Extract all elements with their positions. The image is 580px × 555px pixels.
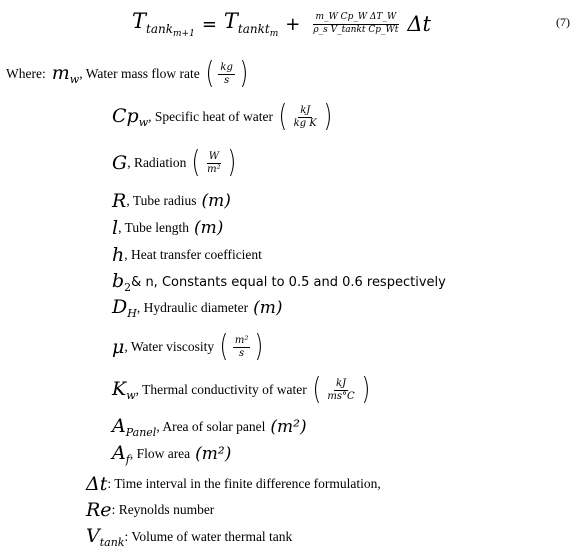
unit-fraction: ( $\frac{kJ}{\text{kg K}}$ ) bbox=[278, 99, 333, 134]
symbol-v-tank: $V_{tank}$ bbox=[86, 525, 125, 549]
var-desc: , Radiation bbox=[127, 155, 187, 170]
variable-row-flow-area bbox=[112, 441, 231, 467]
variable-row-constants bbox=[112, 269, 446, 295]
unit-fraction: ( $\frac{kg}{s}$ ) bbox=[205, 56, 249, 91]
variable-row-tube-length bbox=[112, 215, 223, 241]
symbol-re: Re bbox=[86, 499, 112, 521]
variable-row-heat-transfer bbox=[112, 242, 262, 268]
equals-sign: = bbox=[201, 13, 217, 35]
variable-row-radiation bbox=[112, 147, 237, 179]
unit-fraction: ( $\frac{W}{\text{m²}}$ ) bbox=[191, 145, 236, 180]
symbol-dh: $D_H$ bbox=[112, 296, 137, 320]
var-desc: & n, Constants equal to 0.5 and 0.6 respectively bbox=[131, 274, 446, 290]
variable-row-mass-flow bbox=[6, 58, 250, 90]
var-desc: , Thermal conductivity of water bbox=[135, 382, 307, 397]
symbol-b2: $b_2$ bbox=[112, 270, 132, 294]
fraction-numerator: m_W Cp_W ΔT_W bbox=[313, 12, 400, 25]
equation-7 bbox=[132, 2, 431, 46]
var-desc: , Specific heat of water bbox=[148, 109, 273, 124]
unit: (m) bbox=[253, 298, 283, 318]
var-desc: , Water mass flow rate bbox=[79, 66, 200, 81]
symbol-m-w: $m_w$ bbox=[51, 62, 80, 86]
var-desc: : Volume of water thermal tank bbox=[124, 529, 293, 544]
variable-row-hydraulic-diameter bbox=[112, 295, 283, 321]
fraction-denominator: ρ_s V_tankt Cp_Wt bbox=[313, 25, 399, 35]
delta-t: Δt bbox=[407, 12, 431, 36]
var-desc: , Hydraulic diameter bbox=[136, 300, 249, 315]
variable-row-tank-volume bbox=[86, 524, 292, 550]
var-desc: : Time interval in the finite difference formulation, bbox=[107, 476, 381, 491]
plus-sign: + bbox=[285, 13, 301, 35]
var-desc: , Area of solar panel bbox=[156, 419, 266, 434]
where-label: Where: bbox=[6, 66, 46, 81]
symbol-r: R bbox=[112, 190, 127, 212]
var-desc: , Flow area bbox=[129, 446, 191, 461]
var-desc: , Tube radius bbox=[126, 193, 197, 208]
unit-fraction: ( $\frac{kJ}{ms^\circ C}$ ) bbox=[312, 372, 370, 407]
variable-row-viscosity bbox=[112, 330, 265, 364]
equation-number: (7) bbox=[556, 15, 570, 29]
variable-row-tube-radius bbox=[112, 188, 231, 214]
unit: (m) bbox=[193, 218, 224, 238]
var-desc: , Heat transfer coefficient bbox=[124, 247, 262, 262]
variable-row-reynolds bbox=[86, 497, 214, 523]
var-desc: , Water viscosity bbox=[124, 339, 215, 354]
unit: (m) bbox=[201, 191, 231, 211]
symbol-g: G bbox=[112, 152, 128, 174]
variable-row-thermal-conductivity bbox=[112, 374, 371, 406]
lhs-symbol: $T_{tank_{m+1}}$ bbox=[132, 9, 195, 39]
unit: (m²) bbox=[195, 444, 232, 464]
symbol-mu: μ bbox=[112, 336, 125, 358]
variable-row-specific-heat bbox=[112, 101, 334, 133]
symbol-l: l bbox=[112, 217, 119, 239]
var-desc: , Tube length bbox=[118, 220, 189, 235]
symbol-h: h bbox=[112, 244, 125, 266]
variable-row-time-interval bbox=[86, 471, 381, 497]
rhs-term1: $T_{tankt_m}$ bbox=[223, 9, 279, 39]
symbol-a-f: $A_f$ bbox=[112, 442, 130, 466]
unit-fraction: ( $\frac{\text{m²}}{s}$ ) bbox=[219, 329, 264, 364]
symbol-cp-w: $Cp_w$ bbox=[112, 105, 149, 129]
equation-fraction bbox=[310, 12, 401, 36]
symbol-kw: $K_w$ bbox=[112, 378, 136, 402]
var-desc: : Reynolds number bbox=[111, 502, 215, 517]
unit: (m²) bbox=[270, 417, 307, 437]
symbol-a-panel: $A_{Panel}$ bbox=[112, 415, 157, 439]
variable-row-panel-area bbox=[112, 414, 307, 440]
symbol-delta-t: Δt bbox=[86, 473, 108, 495]
